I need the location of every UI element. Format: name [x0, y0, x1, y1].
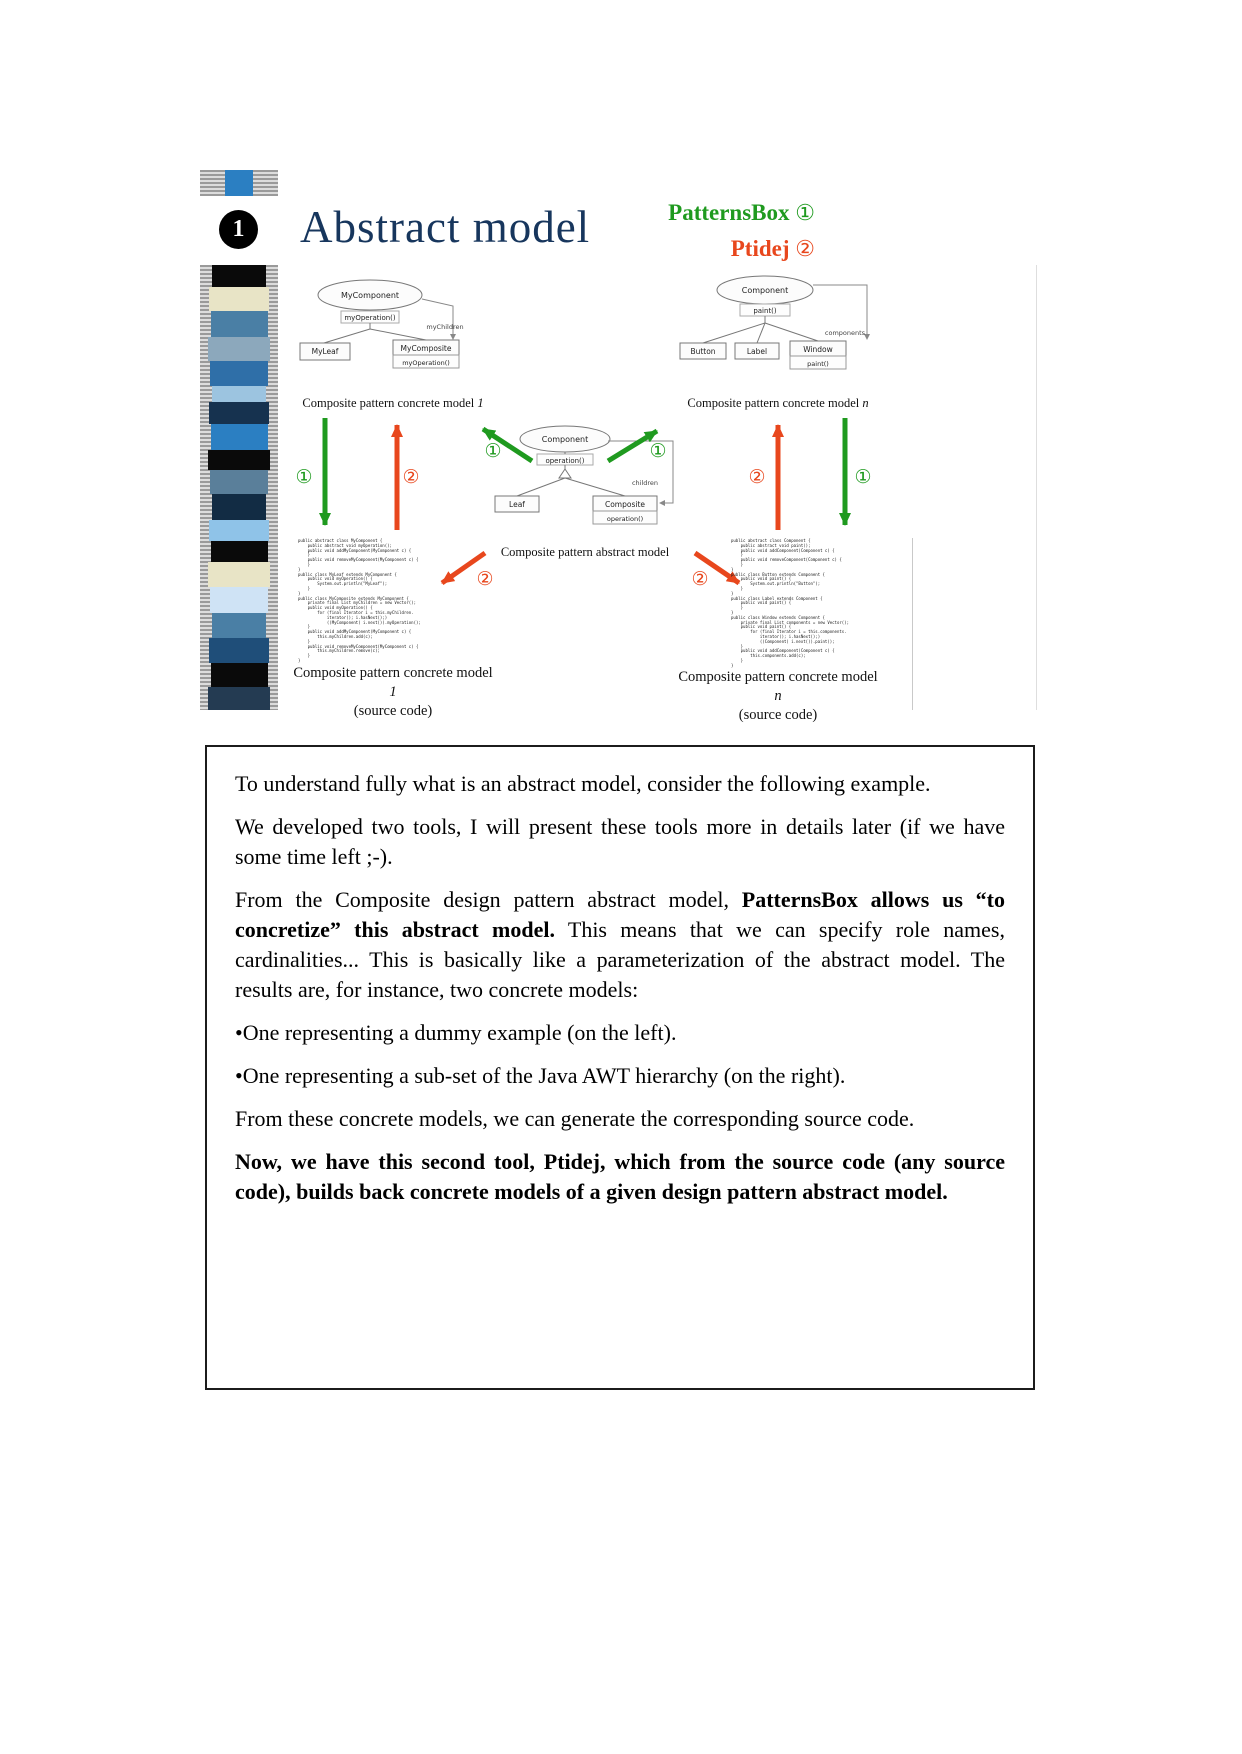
source-code-line: private final List myChildren = new Vector(); [298, 600, 417, 606]
marker-1-center-left: ① [484, 441, 502, 462]
source-code-line: public void paint() { [731, 576, 792, 582]
source-code-line: public void addMyComponent(MyComponent c) { [298, 547, 412, 553]
source-code-line: public class Window extends Component { [731, 614, 825, 620]
source-code-line: private final List components = new Vector(); [731, 619, 850, 625]
strip-segment [208, 450, 270, 470]
caption-source-code-n-line1: Composite pattern concrete model n [678, 669, 878, 704]
strip-segment [212, 613, 266, 638]
source-code-line: public class Button extends Component { [731, 571, 825, 577]
concrete-model-n-diagram [680, 276, 870, 410]
notes-text: To understand fully what is an abstract model, consider the following example. [235, 771, 931, 796]
source-code-line: public void addComponent(Component c) { [731, 648, 835, 654]
decor-strip-top [200, 170, 278, 196]
notes-bullet-1 [235, 1018, 1005, 1048]
source-code-line: System.out.println("MyLeaf"); [298, 581, 388, 587]
source-code-line: } [731, 643, 744, 649]
source-code-line: this.myChildren.add(c); [298, 633, 373, 639]
source-code-line: public void paint() { [731, 600, 792, 606]
label-myleaf: MyLeaf [311, 347, 339, 356]
decor-strip [200, 265, 278, 710]
source-code-line: public abstract class Component { [731, 538, 811, 543]
slide-title: Abstract model [300, 202, 591, 252]
legend-marker-2: ② [795, 236, 815, 261]
source-code-line: } [298, 657, 301, 663]
source-code-line: public abstract class MyComponent { [298, 538, 383, 543]
source-code-line: this.components.add(c); [731, 653, 806, 659]
notes-text: From these concrete models, we can generate the corresponding source code. [235, 1106, 915, 1131]
source-code-line: } [298, 624, 311, 630]
strip-segment [209, 402, 269, 424]
strip-segment [212, 494, 266, 520]
notes-paragraph-1 [235, 769, 1005, 799]
strip-segment [211, 311, 268, 337]
notes-box [205, 745, 1035, 1390]
slide-edge-line-right [1036, 265, 1037, 710]
label-window: Window [803, 345, 833, 354]
source-code-line: System.out.println("Button"); [731, 581, 821, 587]
notes-text: This means that we can specify role names, cardinalities... This is basically like a parameterization of the abstract model. The results are, for instance, two concrete models: [235, 917, 1005, 1002]
label-mycomposite: MyComposite [400, 344, 452, 353]
source-code-line: public class Label extends Component { [731, 595, 823, 601]
marker-1-center-right: ① [649, 441, 667, 462]
notes-text: •One representing a sub-set of the Java AWT hierarchy (on the right). [235, 1063, 846, 1088]
legend-ptidej-label: Ptidej [730, 236, 790, 261]
source-code-line: public void addMyComponent(MyComponent c) { [298, 629, 412, 635]
source-code-line: public abstract void myOperation(); [298, 542, 392, 548]
legend-ptidej [630, 231, 815, 267]
caption-concrete-model-n: Composite pattern concrete model n [687, 396, 869, 410]
slide-number-badge [219, 210, 258, 249]
source-code-line: public abstract void paint(); [731, 542, 811, 548]
legend-patternsbox-label: PatternsBox [668, 200, 790, 225]
caption-source-code-n [673, 668, 883, 725]
label-myoperation: myOperation() [344, 314, 396, 322]
strip-segment [211, 541, 268, 562]
source-code-line: } [731, 662, 734, 668]
source-code-line: for (final Iterator i = this.myChildren. [298, 609, 414, 615]
label-mychildren: myChildren [426, 323, 464, 331]
concrete-model-1-diagram [300, 280, 484, 410]
abstract-model-diagram [495, 426, 673, 559]
strip-segment [211, 663, 268, 687]
source-code-line: } [731, 609, 734, 615]
caption-abstract-model: Composite pattern abstract model [500, 545, 670, 559]
source-code-line: public void myOperation() { [298, 605, 373, 611]
source-code-line: public void paint() { [731, 624, 792, 630]
caption-concrete-model-1: Composite pattern concrete model 1 [302, 396, 484, 410]
marker-2-left: ② [402, 467, 420, 488]
notes-bullet-2 [235, 1061, 1005, 1091]
notes-paragraph-2 [235, 812, 1005, 872]
source-code-line: } [298, 566, 301, 572]
notes-text-bold: PatternsBox allows us “to concretize” this abstract model. [235, 887, 1005, 942]
source-code-line: } [298, 585, 311, 591]
source-code-line: for (final Iterator i = this.components. [731, 629, 847, 635]
tool-legend [630, 195, 815, 267]
source-code-line: ((MyComponent) i.next()).myOperation(); [298, 619, 421, 625]
label-component: Component [541, 435, 589, 444]
source-code-line: } [731, 566, 734, 572]
source-code-line: } [298, 552, 311, 558]
source-code-line: public void removeMyComponent(MyComponent c) { [298, 643, 419, 649]
label-mycomponent: MyComponent [340, 291, 400, 300]
source-code-line: } [731, 605, 744, 611]
strip-segment [208, 687, 270, 710]
strip-segment [210, 361, 268, 386]
marker-2-center-left: ② [476, 569, 494, 590]
slide-number: 1 [232, 216, 245, 242]
caption-source-code-n-line2: (source code) [738, 707, 818, 723]
source-code-model-1 [298, 539, 436, 662]
source-code-model-n [731, 538, 873, 668]
source-code-line: } [731, 552, 744, 558]
caption-source-code-1-line1: Composite pattern concrete model 1 [293, 665, 493, 700]
label-mycomposite-op: myOperation() [402, 359, 450, 367]
source-code-line: public void addComponent(Component c) { [731, 547, 835, 553]
label-composite: Composite [604, 500, 646, 509]
source-code-line: public class MyComposite extends MyComponent { [298, 595, 409, 601]
source-code-line: } [298, 590, 301, 596]
source-code-line: iterator(); i.hasNext();) [298, 614, 388, 620]
notes-text: From the Composite design pattern abstract model, [235, 887, 742, 912]
caption-source-code-1 [288, 664, 498, 721]
notes-text-bold: Now, we have this second tool, Ptidej, which from the source code (any source code), builds back concrete models of a given design pattern abstract model. [235, 1149, 1005, 1204]
source-code-line: } [731, 590, 734, 596]
source-code-line: } [298, 653, 311, 659]
strip-segment [209, 638, 269, 663]
source-code-line: this.myChildren.remove(c); [298, 648, 380, 654]
strip-segment [210, 470, 268, 494]
label-operation: operation() [545, 457, 585, 465]
source-code-line: } [298, 638, 311, 644]
marker-1-right: ① [854, 467, 872, 488]
strip-segment [209, 287, 269, 311]
strip-segment [212, 265, 266, 287]
marker-1-left: ① [295, 467, 313, 488]
legend-marker-1: ① [795, 200, 815, 225]
label-paint: paint() [753, 307, 777, 315]
notes-text: We developed two tools, I will present these tools more in details later (if we have some time left ;-). [235, 814, 1005, 869]
label-label: Label [746, 347, 768, 356]
strip-segment [211, 424, 268, 450]
strip-segment [212, 386, 266, 402]
decor-strip-top-block [225, 170, 253, 196]
strip-segment [208, 337, 270, 361]
label-component-n: Component [741, 286, 789, 295]
source-code-line: public void myOperation() { [298, 576, 373, 582]
notes-text: •One representing a dummy example (on the left). [235, 1020, 677, 1045]
source-code-line: iterator(); i.hasNext();) [731, 633, 821, 639]
label-leaf: Leaf [509, 500, 525, 509]
source-code-line: } [731, 657, 744, 663]
marker-2-center-right: ② [691, 569, 709, 590]
label-button: Button [690, 347, 716, 356]
notes-paragraph-5 [235, 1147, 1005, 1207]
source-code-line: public void removeComponent(Component c) { [731, 557, 842, 563]
source-code-line: public void removeMyComponent(MyComponent c) { [298, 557, 419, 563]
strip-segment [208, 562, 270, 587]
label-components: components [824, 329, 866, 337]
label-window-op: paint() [807, 360, 829, 368]
label-composite-op: operation() [606, 515, 644, 523]
legend-patternsbox [630, 195, 815, 231]
marker-2-right: ② [748, 467, 766, 488]
source-code-line: public class MyLeaf extends MyComponent { [298, 571, 397, 577]
notes-paragraph-4 [235, 1104, 1005, 1134]
slide-edge-line [912, 538, 913, 710]
caption-source-code-1-line2: (source code) [353, 703, 433, 719]
strip-segment [209, 520, 269, 541]
source-code-line: } [731, 585, 744, 591]
source-code-line: } [298, 561, 311, 567]
source-code-line: ((Component) i.next()).paint(); [731, 638, 835, 644]
source-code-line: } [731, 561, 744, 567]
notes-paragraph-3 [235, 885, 1005, 1005]
label-children: children [631, 479, 659, 487]
strip-segment [210, 587, 268, 613]
